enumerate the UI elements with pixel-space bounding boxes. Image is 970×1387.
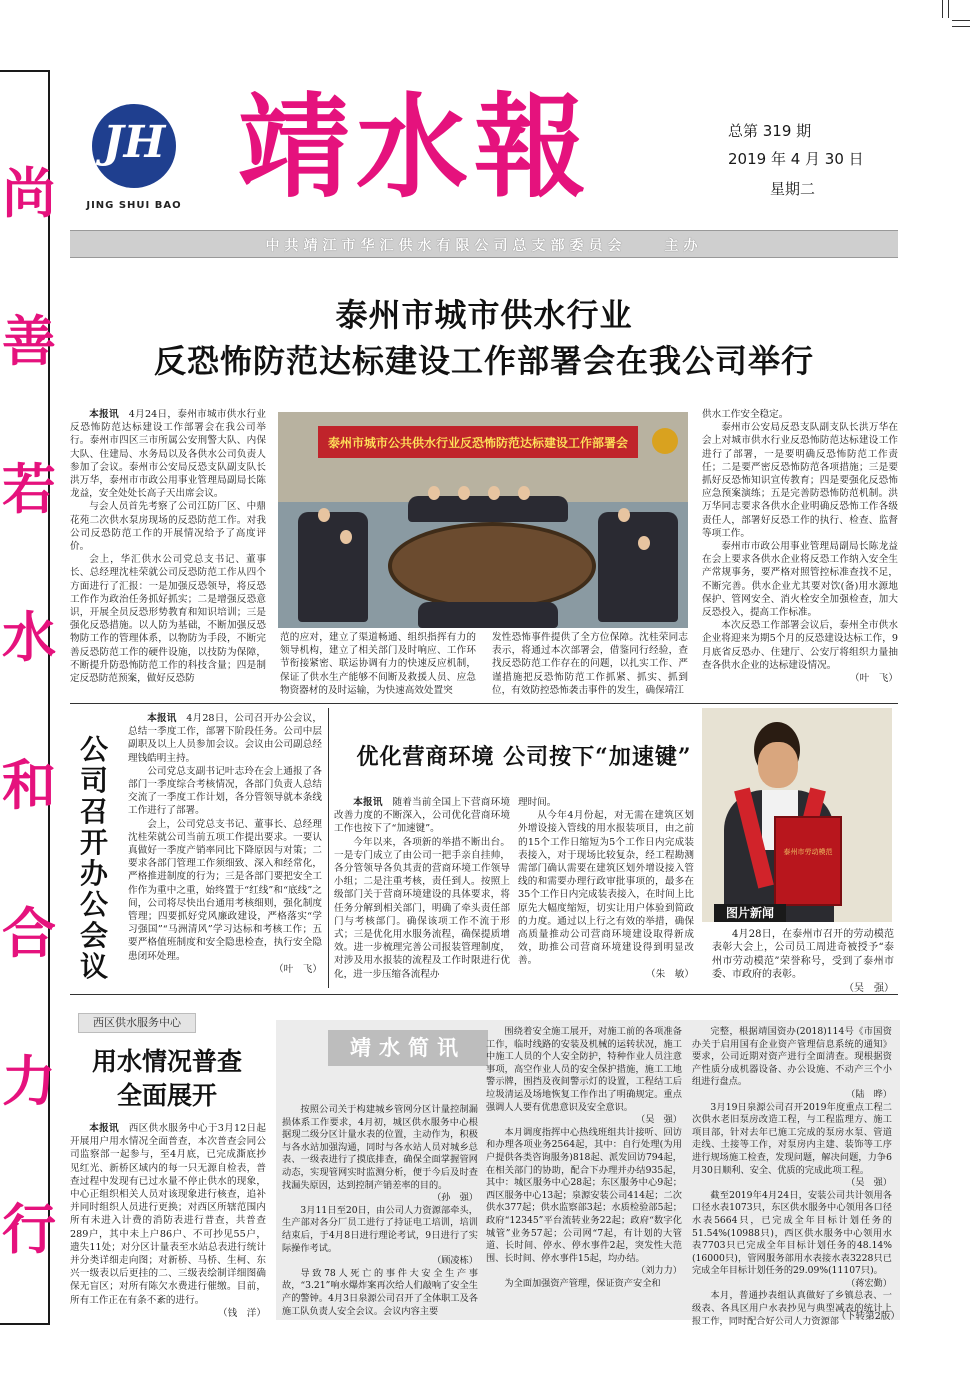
brief-signature: （吴 强） xyxy=(636,1114,682,1126)
office-meeting-p2: 公司党总支副书记叶志玲在会上通报了各部门一季度综合考核情况，各部门负责人总结交流了一季度工作计划，各分管领导就本条线工作进行了部署。 xyxy=(128,765,322,817)
office-meeting-p3: 会上，公司党总支书记、董事长、总经理沈桂荣就公司当前五项工作提出要求。一要认真做好一季度产销率同比下降原因与对策；二要求各部门管理工作须细致、深入和经常化，严格推进制度的行为；三是各部门要把安全工作作为重中之重，始终置于“红线”和“底线”之间，公司将尽快出台通用考核细则，强化制度管理；四要抓好党风廉政建设，严格落实“学习强国”“马洲清风”学习达标和考核工作；五要严格值班制度和安全隐患检查，执行安全隐患闭环处理。 xyxy=(128,818,322,962)
slogan-char: 行 xyxy=(2,1198,56,1261)
column-divider xyxy=(328,708,329,988)
office-meeting-p1: 4月28日，公司召开办公会议，总结一季度工作，部署下阶段任务。公司中层副职及以上人员参加会议。会议由公司副总经理钱皓明主持。 xyxy=(128,713,323,764)
office-meeting-body xyxy=(128,712,322,984)
slogan-char: 力 xyxy=(2,1050,56,1113)
section-divider xyxy=(70,703,898,704)
optimize-headline: 优化营商环境 公司按下“加速键” xyxy=(356,744,692,770)
issue-date: 2019 年 4 月 30 日 xyxy=(728,150,864,168)
lead-story-p1: 4月24日，泰州市城市供水行业反恐怖防范达标建设工作部署会在我公司举行。泰州市四区三市所属公安刑警大队、内保大队、住建局、水务局以及各供水公司负责人参加了会议。泰州市公安局反恐支队副支队长洪万华，泰州市市政公用事业管理局副局长陈龙益，安全处处长高子天出席会议。 xyxy=(70,409,267,500)
newspaper-logo xyxy=(92,104,176,188)
crop-mark xyxy=(942,0,943,18)
west-center-tag: 西区供水服务中心 xyxy=(78,1013,196,1033)
brief-item: 本月，普通抄表组认真做好了乡镇总表、一级表、各具区用户水表抄见与典型减表的统计上报工作，同时配合好公司人力资源部 xyxy=(692,1290,892,1327)
lead-story-p3: 会上，华汇供水公司党总支书记、董事长、总经理沈桂荣就公司反恐防范工作从四个方面进行了汇报：一是加强反恐领导，将反恐工作作为政治任务抓好抓实；二是增强反恐意识，开展全员反恐形势教育和知识培训；三是强化反恐措施。以人防为基础，不断加强反恐物防工作的管理体系，以物防为手段，不断完善反恐防范工作的硬件设施，以技防为保障，不断提升防恐怖防范工作的科技含量；四是制定反恐防范预案，做好反恐防 xyxy=(70,554,266,685)
brief-item: 本月调度指挥中心热线班组共计接听、回访和办理各项业务2564起，其中：自行处理(为用户提供各类咨询服务)818起、派发回访794起，在相关部门的协助，配合下办理并办结935起，其中：城区服务中心28起；东区服务中心9起；西区服务中心13起；泉源安装公司414起；二次供水377起；供水监察部3起；水质检验部5起；政府“12345”平台流转业务22起；政府“数字化城管”业务57起；公司网“7起，有计划的大管道、长时间、停水、停水事件2起，突发性大范围、长时间、停水事件15起，均办结。 xyxy=(486,1126,682,1264)
slogan-char: 合 xyxy=(2,902,56,965)
optimize-signature: （朱 敏） xyxy=(646,968,694,980)
section-divider xyxy=(70,994,898,995)
lead-label: 本报讯 xyxy=(353,797,383,808)
optimize-col2-p1: 理时间。 xyxy=(518,797,557,808)
brief-signature: （刘力力） xyxy=(636,1265,682,1277)
lead-story-p2: 与会人员首先考察了公司江防厂区、中鼎花苑二次供水泵房现场的反恐防范工作。对我公司反恐防范工作的开展情况给予了高度评价。 xyxy=(70,501,266,553)
crop-mark xyxy=(948,0,949,18)
continued-note: （下转第2版） xyxy=(836,1311,900,1322)
publisher-banner xyxy=(70,230,898,258)
brief-item: 截至2019年4月24日，安装公司共计领用各口径水表1073只，东区供水服务中心领用各口径水表5664只，已完成全年目标计划任务的51.54%(10988只)，西区供水服务中心领用水表7703只已完成全年目标计划任务的48.14%(16000只)，管网服务部用水表接水表3228只已完成全年目标计划任务的29.09%(11107只)。 xyxy=(692,1189,892,1277)
conference-table xyxy=(388,522,596,610)
briefs-col1 xyxy=(282,1104,478,1318)
brief-signature: （顾凌栋） xyxy=(432,1255,478,1267)
award-certificate xyxy=(774,816,842,906)
lead-label: 本报讯 xyxy=(89,1123,119,1134)
lead-story-col4-p1: 供水工作安全稳定。 xyxy=(702,409,789,420)
lead-headline-line1: 泰州市城市供水行业 xyxy=(335,296,633,334)
side-slogan xyxy=(0,70,56,1325)
lead-story-col4-p4: 本次反恐工作部署会议后，泰州全市供水企业将迎来为期5个月的反恐建设达标工作，9月底省反恐办、住建厅、公安厅将组织力量抽查各供水企业的达标建设情况。 xyxy=(702,620,898,671)
office-meeting-signature: （叶 飞） xyxy=(274,963,322,975)
slogan-char: 善 xyxy=(2,310,56,373)
picture-news-caption xyxy=(712,928,894,995)
lead-label: 本报讯 xyxy=(147,713,177,724)
picture-news-tag: 图片新闻 xyxy=(714,904,786,922)
water-survey-p1: 西区供水服务中心于3月12日起开展用户用水情况全面普查，本次普查会同公司监察部一起参与，至4月底，已完成澌底抄见红光、新桥区域内的每一只无源自检表，普查过程中发现有已过水量不停止供水的现象，中心正组织相关人员对该现象进行核查，追补并同时组织人员进行更换；对西区所辖范围内所有未进入计费的消防表进行普查，共普查289户，其中未上户86户、不可抄见55户，遗失11处；对分区计量表至水站总表进行统计并分类详细走向图；对新桥、马桥、生柯、东兴一级表以后更挂的二、三级表绘制详细图确保无盲区；对所有陈欠水费进行催缴。目前，所有工作正在有条不紊的进行。 xyxy=(70,1123,267,1306)
briefs-title: 靖水简讯 xyxy=(328,1030,488,1066)
meeting-photo xyxy=(278,412,688,628)
lead-headline-line2: 反恐怖防范达标建设工作部署会在我公司举行 xyxy=(153,342,814,380)
brief-item: 3月11日至20日，由公司人力资源部牵头，生产部对各分厂员工进行了持证电工培训，培训结束后，于4月8日进行理论考试，9日进行了实际操作考试。 xyxy=(282,1204,478,1254)
lead-story-signature: （叶 飞） xyxy=(850,673,898,685)
brief-item: 围绕着安全施工展开，对施工前的各项准备工作，临时线路的安装及机械的运转状况，施工中施工人员的个人安全防护，特种作业人员注意事项，高空作业人员的安全保护措施，施工工地警示牌，围挡及夜间警示灯的设置，工程结工后垃圾清运及场地恢复工作作出了明确规定。重点强调人人要有优患意识及安全意识。 xyxy=(486,1026,682,1113)
water-survey-headline-line2: 全面展开 xyxy=(116,1081,217,1110)
emblem-icon xyxy=(652,428,678,454)
brief-signature: （陆 晔） xyxy=(846,1088,892,1100)
lead-label: 本报讯 xyxy=(89,409,119,420)
brief-signature: （孙 强） xyxy=(432,1192,478,1204)
caption-signature: （吴 强） xyxy=(844,982,894,994)
brief-item: 为全面加强资产管理，保证资产安全和 xyxy=(504,1277,661,1289)
caption-text: 4月28日，在泰州市召开的劳动模范表彰大会上，公司员工周进奇被授予“泰州市劳动模范”荣誉称号，受到了泰州市委、市政府的表彰。 xyxy=(712,929,894,981)
slogan-char: 尚 xyxy=(2,162,56,225)
lead-story-col4-p3: 泰州市市政公用事业管理局副局长陈龙益在会上要求各供水企业将反恐工作纳入安全生产常规事务，要严格对照管控标准查找不足，不断完善。供水企业尤其要对饮(备)用水源地保护、管网安全、消火栓安全加强检查，加大反恐投入，提高工作标准。 xyxy=(702,541,898,619)
optimize-col2 xyxy=(518,796,694,988)
optimize-col1-p2: 今年以来，各项新的举措不断出台。一是专门成立了由公司一把手亲自挂帅，各分管领导各负其责的营商环境工作领导小组；二是注重考核，责任到人。按照上级部门关于营商环境建设的具体要求，将任务分解到相关部门，明确了牵头责任部门与考核部门。确保该项工作不流于形式；三是优化用水服务流程，确保提质增效。进一步梳理完善公司报装管理制度，对涉及用水报装的流程及工作时限进行优化，进一步压缩各流程办 xyxy=(334,836,510,980)
optimize-col1 xyxy=(334,796,510,988)
brief-item: 3月19日泉源公司召开2019年度重点工程二次供水老旧泵房改造工程，与工程监理方、施工项目部，针对去年已施工完成的泵房水泵、管道走线、土接等工作，对泵房内主建、装饰等工序进行规场施工检查，发现问题，解决问题，力争6月30日顺利、安全、优质的完成此项工程。 xyxy=(692,1101,892,1176)
lead-story-col3 xyxy=(492,631,688,701)
water-survey-body xyxy=(70,1122,266,1328)
slogan-char: 若 xyxy=(2,458,56,521)
issue-weekday: 星期二 xyxy=(770,180,816,198)
brief-item: 按照公司关于构建城乡管网分区计量控制漏损体系工作要求，4月初，城区供水服务中心根据现二级分区计量水表的位置，主动作为，积极与各水站加强沟通，同时与各水站人员对城乡总表、一级表进行了摸底排查，确保全面掌握管网动态，实现管网实时监测分析，便于今后及时查找漏失原因，达到控制产销差率的目的。 xyxy=(282,1104,478,1191)
slogan-char: 水 xyxy=(2,606,56,669)
photo-banner-text: 泰州市城市公共供水行业反恐怖防范达标建设工作部署会 xyxy=(327,436,628,450)
water-survey-signature: （钱 洋） xyxy=(218,1307,266,1319)
briefs-col2 xyxy=(486,1026,682,1318)
lead-story-col2 xyxy=(280,631,476,701)
optimize-col2-p2: 从今年4月份起，对无需在建筑区划外增设接入管线的用水报装项目，由之前的15个工作日缩短为5个工作日内完成装表接入，对于现场比较复杂，经工程勘测需部门确认需要在建筑区划外增设接入管线的和需要办理行政审批事项的，最多在35个工作日内完成装表接入，在时间上比原先大幅度缩短，切实让用户体验到简政的力度。通过以上行之有效的举措，确保高质量推动公司营商环境建设取得新成效，助推公司营商环境建设得到明显改善。 xyxy=(518,810,694,967)
portrait-photo xyxy=(702,708,892,922)
lead-story-col1 xyxy=(70,408,266,698)
slogan-char: 和 xyxy=(2,754,56,817)
lead-story-col2-text: 范的应对，建立了渠道畅通、组织指挥有力的领导机构，建立了相关部门及时响应、工作环节衔接紧密、联运协调有力的快速反应机制，保证了供水生产能够不间断及救援人员、应急物资器材的及时运输，为快速高效处置突 xyxy=(280,632,476,696)
optimize-col1-p1: 随着当前全国上下营商环境改善力度的不断深入，公司优化营商环境工作也按下了“加速键”。 xyxy=(334,797,511,835)
publisher-text: 中共靖江市华汇供水有限公司总支部委员会 主办 xyxy=(265,238,703,254)
brief-signature: （蒋宏勤） xyxy=(846,1277,892,1289)
brief-signature: （吴 强） xyxy=(846,1177,892,1189)
crop-mark xyxy=(952,20,970,21)
issue-number: 总第 319 期 xyxy=(728,122,812,140)
logo-caption: JING SHUI BAO xyxy=(86,200,182,211)
masthead-title: 靖水報 xyxy=(238,82,592,213)
certificate-text: 泰州市劳动模范 xyxy=(783,848,833,856)
lead-story-col4 xyxy=(702,408,898,698)
lead-story-col4-p2: 泰州市公安局反恐支队副支队长洪万华在会上对城市供水行业反恐怖防范达标建设工作进行了部署，一是要明确反恐怖防范工作责任；二是要严密反恐怖防范各项措施；三是要抓好反恐怖知识宣传教育；四是要强化反恐怖应急预案演练；五是完善防恐怖防范机制。洪万华同志要求各供水企业明确反恐怖工作各级责任人，部署好反恐工作的执行、检查、监督等项工作。 xyxy=(702,422,898,539)
lead-story-col3-text: 发性恐怖事件提供了全方位保障。沈桂荣同志表示，将通过本次部署会，借鉴同行经验，查找反恐防范工作存在的问题，以扎实工作、严谨措施把反恐怖防范工作抓紧、抓实、抓到位，有效防控恐怖袭击事件的发生，确保靖江 xyxy=(492,632,688,696)
crop-mark xyxy=(952,26,970,27)
brief-item: 导致78人死亡的事件大安全生产事故，“3.21”响水爆炸案再次给人们敲响了安全生产的警钟。4月3日泉源公司召开了全体职工及各施工队负责人安全会议。会议内容主要 xyxy=(282,1267,478,1317)
photo-banner xyxy=(318,426,638,458)
brief-item: 完整，根据靖国资办(2018)114号《市国资办关于启用国有企业资产管理信息系统的通知》要求，公司近期对资产进行全面清查。现根据资产性质分成机器设备、办公设施、不动产三个小组进行盘点。 xyxy=(692,1026,892,1088)
water-survey-headline-line1: 用水情况普查 xyxy=(91,1047,242,1076)
logo-letters: JH xyxy=(102,117,166,168)
office-meeting-headline: 公司召开办公会议 xyxy=(79,733,108,983)
